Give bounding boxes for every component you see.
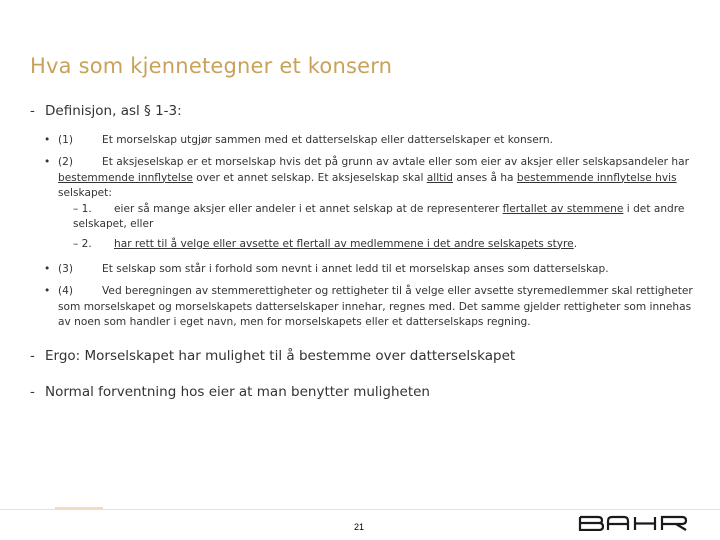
item-number: (2): [58, 156, 74, 168]
item-text: selskapet:: [58, 187, 112, 199]
item-text: Ved beregningen av stemmerettigheter og rettigheter til å velge eller avsette styremedlemmer skal rettigheter som morselskapet og morselskapets datterselskaper innehar, regnes med. Det samme gjelder rettigheter som innehas av noen som handler i eget navn, men for morselskapets eller et datterselskaps regning.: [58, 285, 693, 328]
sub-item-1: [58, 202, 694, 233]
sub-item-text: i det andre selskapet, eller: [73, 202, 685, 230]
footer-divider: [0, 509, 720, 510]
item-1: [44, 133, 694, 149]
bullet-ergo: [30, 348, 515, 364]
underlined-term: flertallet av stemmene: [502, 202, 624, 215]
underlined-term: har rett til å velge eller avsette et flertall av medlemmene i det andre selskapets styre: [114, 237, 574, 250]
item-2: [44, 155, 694, 252]
item-number: (1): [58, 134, 74, 146]
item-3: [44, 262, 694, 278]
item-text: Et aksjeselskap er et morselskap hvis det på grunn av avtale eller som eier av aksjer eller selskapsandeler har: [102, 156, 689, 168]
item-text: over et annet selskap. Et aksjeselskap skal: [192, 171, 427, 184]
dash-bullet: -: [30, 348, 35, 364]
bullet-definition: [30, 103, 182, 119]
underlined-term: bestemmende innflytelse: [58, 171, 193, 184]
slide-title: Hva som kjennetegner et konsern: [30, 54, 393, 78]
sub-item-text: .: [573, 237, 578, 250]
item-text: anses å ha: [452, 171, 517, 184]
sub-item-2: [58, 237, 694, 253]
sub-item-number: – 1.: [73, 202, 92, 215]
footer-accent: [55, 507, 103, 510]
bullet-dot: •: [44, 263, 51, 275]
sub-item-text: eier så mange aksjer eller andeler i et annet selskap at de representerer: [114, 202, 503, 215]
bullet-normal-text: Normal forventning hos eier at man benytter muligheten: [45, 384, 430, 400]
bullet-normal: [30, 384, 430, 400]
item-text: Et selskap som står i forhold som nevnt i annet ledd til et morselskap anses som datterselskap.: [102, 263, 609, 275]
item-number: (4): [58, 285, 74, 297]
item-4: [44, 284, 694, 331]
sub-item-number: – 2.: [73, 237, 92, 250]
bullet-ergo-text: Ergo: Morselskapet har mulighet til å bestemme over datterselskapet: [45, 348, 516, 364]
underlined-term: alltid: [426, 171, 453, 184]
underlined-term: bestemmende innflytelse hvis: [516, 171, 677, 184]
page-number: 21: [354, 522, 365, 532]
bahr-logo: [578, 515, 690, 531]
dash-bullet: -: [30, 384, 35, 400]
bullet-dot: •: [44, 134, 51, 146]
item-text: Et morselskap utgjør sammen med et datterselskap eller datterselskaper et konsern.: [102, 134, 554, 146]
dash-bullet: -: [30, 103, 35, 119]
bullet-definition-text: Definisjon, asl § 1-3:: [45, 103, 182, 119]
item-number: (3): [58, 263, 74, 275]
bullet-dot: •: [44, 156, 51, 168]
bullet-dot: •: [44, 285, 51, 297]
